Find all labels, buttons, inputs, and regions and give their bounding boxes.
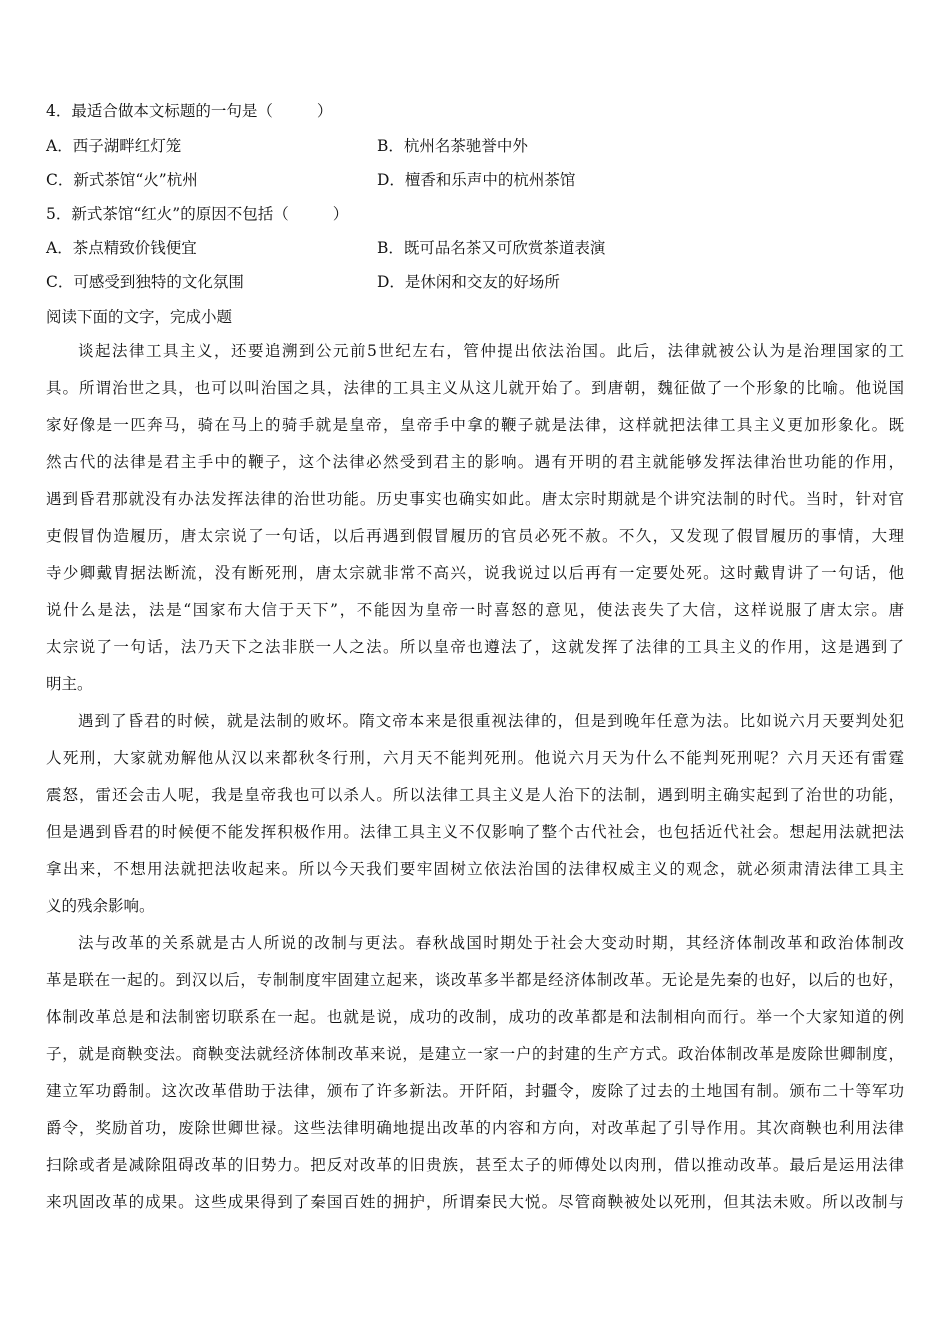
question-4-option-d: D．檀香和乐声中的杭州茶馆 [377, 171, 576, 189]
passage-line: 明主。 [46, 675, 93, 693]
passage-line: 子，就是商鞅变法。商鞅变法就经济体制改革来说，是建立一家一户的封建的生产方式。政治体制改革是废除世卿制度， [46, 1045, 904, 1063]
question-4-stem-end: ） [316, 102, 333, 120]
question-4-option-b: B．杭州名茶驰誉中外 [377, 137, 528, 155]
passage-line: 谈起法律工具主义，还要追溯到公元前5世纪左右，管仲提出依法治国。此后，法律就被公认为是治理国家的工 [78, 342, 904, 360]
passage-line: 寺少卿戴胄据法断流，没有断死刑，唐太宗就非常不高兴，说我说过以后再有一定要处死。这时戴胄讲了一句话，他 [46, 564, 904, 582]
question-5-option-d: D．是休闲和交友的好场所 [377, 273, 560, 291]
passage-line: 扫除或者是减除阻碍改革的旧势力。把反对改革的旧贵族，甚至太子的师傅处以肉刑，借以推动改革。最后是运用法律 [46, 1156, 904, 1174]
passage-line: 来巩固改革的成果。这些成果得到了秦国百姓的拥护，所谓秦民大悦。尽管商鞅被处以死刑，但其法未败。所以改制与 [46, 1193, 904, 1211]
passage-line: 建立军功爵制。这次改革借助于法律，颁布了许多新法。开阡陌，封疆令，废除了过去的土地国有制。颁布二十等军功 [46, 1082, 904, 1100]
question-5-stem-end: ） [332, 205, 349, 223]
question-4-stem [46, 101, 332, 121]
passage-line: 然古代的法律是君主手中的鞭子，这个法律必然受到君主的影响。遇有开明的君主就能够发挥法律治世功能的作用， [46, 453, 904, 471]
passage-line: 遇到昏君那就没有办法发挥法律的治世功能。历史事实也确实如此。唐太宗时期就是个讲究法制的时代。当时，针对官 [46, 490, 904, 508]
passage-line: 人死刑，大家就劝解他从汉以来都秋冬行刑，六月天不能判死刑。他说六月天为什么不能判死刑呢？六月天还有雷霆 [46, 749, 904, 767]
question-4-option-a: A．西子湖畔红灯笼 [46, 137, 182, 155]
question-5-stem-text: 5．新式茶馆“红火”的原因不包括（ [46, 205, 289, 223]
passage-line: 吏假冒伪造履历，唐太宗说了一句话，以后再遇到假冒履历的官员必死不赦。不久，又发现了假冒履历的事情，大理 [46, 527, 904, 545]
question-5-stem [46, 204, 348, 224]
passage-line: 太宗说了一句话，法乃天下之法非朕一人之法。所以皇帝也遵法了，这就发挥了法律的工具主义的作用，这是遇到了 [46, 638, 904, 656]
passage-line: 具。所谓治世之具，也可以叫治国之具，法律的工具主义从这儿就开始了。到唐朝，魏征做了一个形象的比喻。他说国 [46, 379, 904, 397]
question-5-option-a: A．茶点精致价钱便宜 [46, 239, 197, 257]
passage-line: 法与改革的关系就是古人所说的改制与更法。春秋战国时期处于社会大变动时期，其经济体制改革和政治体制改 [78, 934, 904, 952]
passage-line: 拿出来，不想用法就把法收起来。所以今天我们要牢固树立依法治国的法律权威主义的观念，就必须肃清法律工具主 [46, 860, 904, 878]
passage-line: 说什么是法，法是“国家布大信于天下”，不能因为皇帝一时喜怒的意见，使法丧失了大信，这样说服了唐太宗。唐 [46, 601, 904, 619]
question-5-option-c: C．可感受到独特的文化氛围 [46, 273, 244, 291]
passage-line: 革是联在一起的。到汉以后，专制制度牢固建立起来，谈改革多半都是经济体制改革。无论是先秦的也好，以后的也好， [46, 971, 904, 989]
passage-line: 家好像是一匹奔马，骑在马上的骑手就是皇帝，皇帝手中拿的鞭子就是法律，这样就把法律工具主义更加形象化。既 [46, 416, 904, 434]
question-5-option-b: B．既可品名茶又可欣赏茶道表演 [377, 239, 606, 257]
passage-line: 义的残余影响。 [46, 897, 155, 915]
passage-line: 遇到了昏君的时候，就是法制的败坏。隋文帝本来是很重视法律的，但是到晚年任意为法。比如说六月天要判处犯 [78, 712, 904, 730]
passage-line: 震怒，雷还会击人呢，我是皇帝我也可以杀人。所以法律工具主义是人治下的法制，遇到明主确实起到了治世的功能， [46, 786, 904, 804]
question-4-stem-text: 4．最适合做本文标题的一句是（ [46, 102, 273, 120]
reading-instruction: 阅读下面的文字，完成小题 [46, 308, 233, 326]
passage-line: 体制改革总是和法制密切联系在一起。也就是说，成功的改制，成功的改革都是和法制相向而行。举一个大家知道的例 [46, 1008, 904, 1026]
passage-line: 爵令，奖励首功，废除世卿世禄。这些法律明确地提出改革的内容和方向，对改革起了引导作用。其次商鞅也利用法律 [46, 1119, 904, 1137]
passage-line: 但是遇到昏君的时候便不能发挥积极作用。法律工具主义不仅影响了整个古代社会，也包括近代社会。想起用法就把法 [46, 823, 904, 841]
question-4-option-c: C．新式茶馆“火”杭州 [46, 171, 198, 189]
